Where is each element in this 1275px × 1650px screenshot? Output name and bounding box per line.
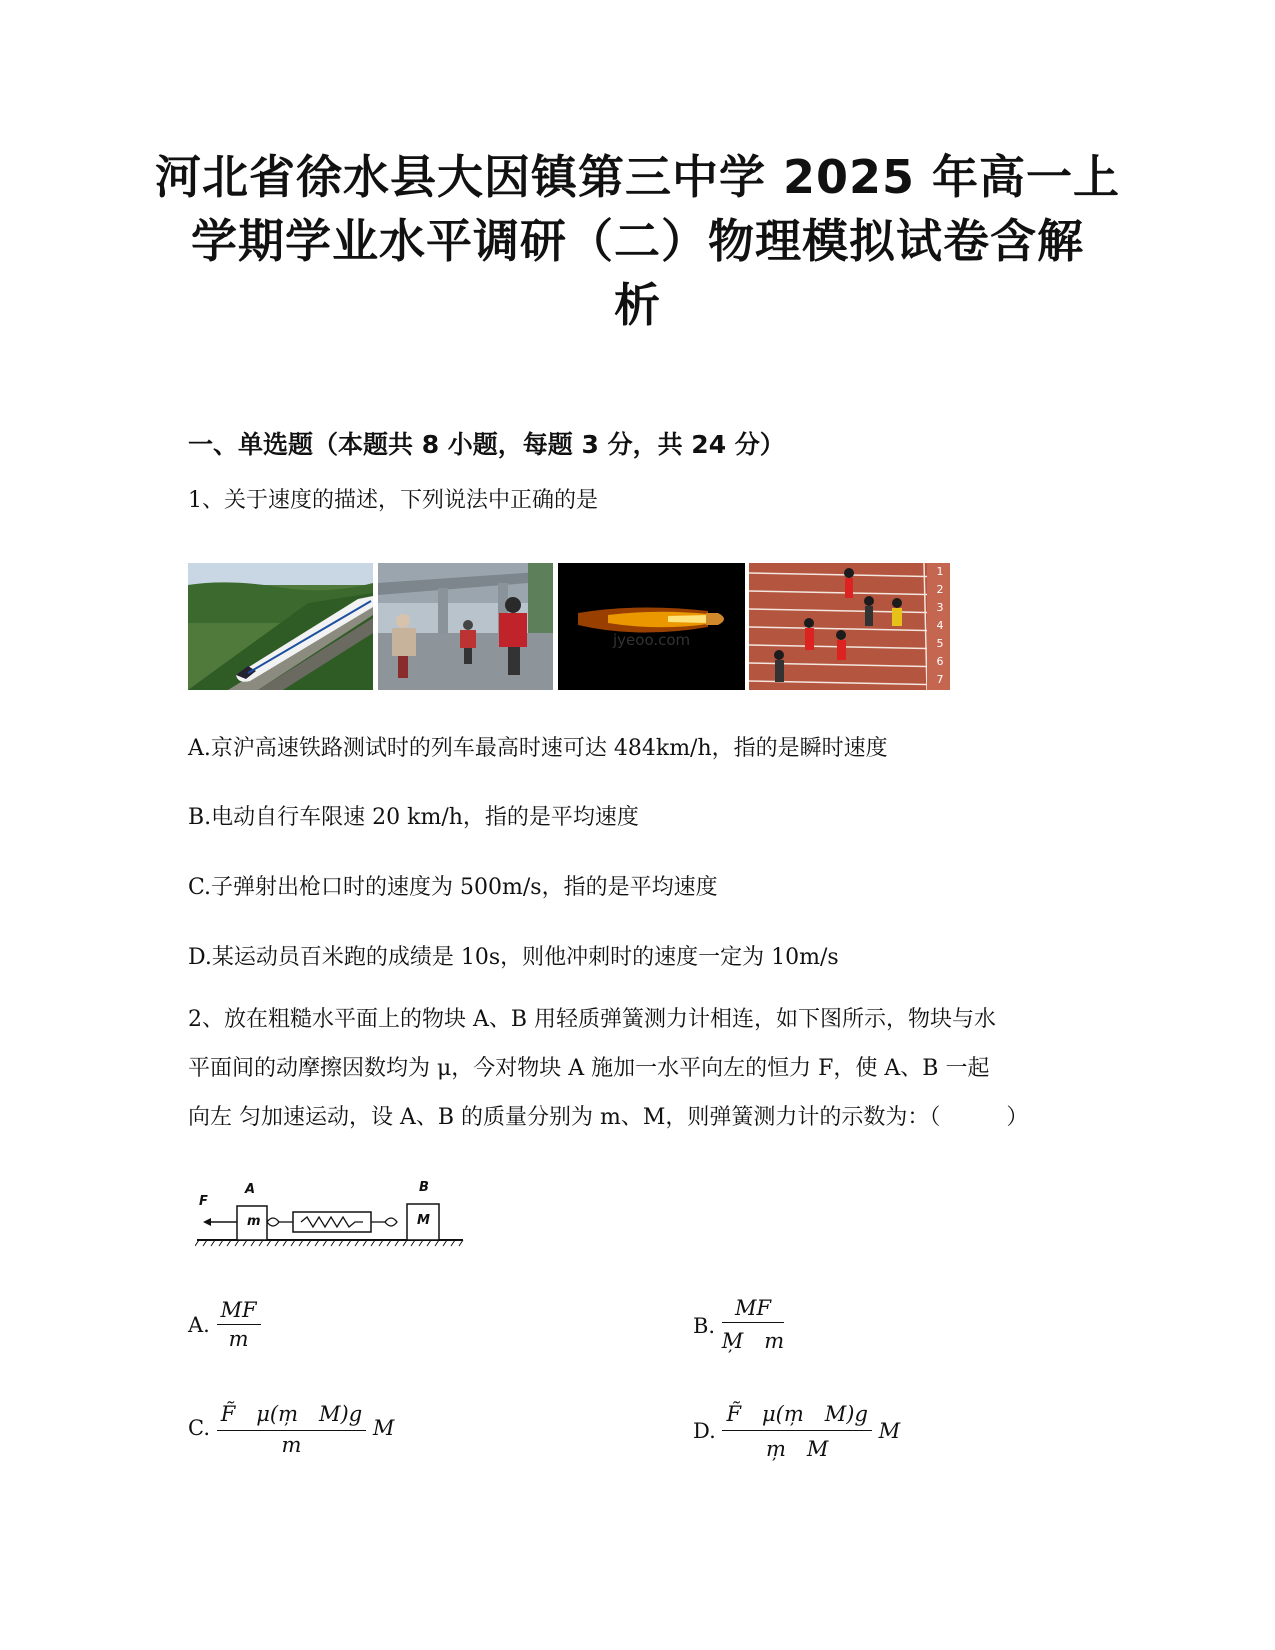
bullet-photo xyxy=(558,563,745,690)
fraction-denominator: m̦ M xyxy=(765,1437,829,1461)
fraction-numerator: MF xyxy=(722,1296,784,1323)
block-a-label: A xyxy=(245,1182,256,1197)
question-1-stem: 1、关于速度的描述，下列说法中正确的是 xyxy=(188,488,598,513)
lane-number: 4 xyxy=(936,619,944,632)
option-c-tail: M xyxy=(372,1415,395,1440)
option-a-label: A. xyxy=(188,1312,210,1337)
fraction-numerator: MF xyxy=(217,1298,261,1325)
force-label: F xyxy=(199,1194,208,1209)
block-b-mass: M xyxy=(417,1213,430,1228)
spring-figure xyxy=(195,1180,465,1250)
fraction-denominator: m xyxy=(281,1433,302,1457)
option-d-tail: M xyxy=(878,1418,901,1443)
lane-numbers xyxy=(931,563,949,689)
fraction-denominator: M̦ m xyxy=(721,1329,785,1353)
q1-option-b: B.电动自行车限速 20 km/h，指的是平均速度 xyxy=(188,805,639,830)
option-a-fraction xyxy=(217,1298,261,1351)
q1-option-d: D.某运动员百米跑的成绩是 10s，则他冲刺时的速度一定为 10m/s xyxy=(188,945,839,970)
option-c-label: C. xyxy=(188,1415,210,1440)
q1-option-c: C.子弹射出枪口时的速度为 500m/s，指的是平均速度 xyxy=(188,875,718,900)
sprint-photo xyxy=(749,563,950,690)
fraction-numerator: F̃ μ(m̦ M)g xyxy=(217,1398,366,1431)
q2-option-b xyxy=(693,1296,784,1355)
lane-number: 7 xyxy=(936,673,944,686)
option-b-fraction xyxy=(722,1296,784,1355)
option-c-fraction xyxy=(217,1398,366,1457)
lane-number: 2 xyxy=(936,583,944,596)
q1-option-a: A.京沪高速铁路测试时的列车最高时速可达 484km/h，指的是瞬时速度 xyxy=(188,736,888,761)
q2-line-1: 2、放在粗糙水平面上的物块 A、B 用轻质弹簧测力计相连，如下图所示，物块与水 xyxy=(188,1007,997,1032)
q2-option-c xyxy=(188,1398,394,1457)
watermark-text: jyeoo.com xyxy=(613,631,691,649)
title-line-2: 学期学业水平调研（二）物理模拟试卷含解 xyxy=(191,214,1084,268)
fraction-numerator: F̃ μ(m̦ M)g xyxy=(722,1398,871,1431)
scooters-photo xyxy=(378,563,553,690)
q2-line-3: 向左 匀加速运动，设 A、B 的质量分别为 m、M，则弹簧测力计的示数为：（ ） xyxy=(188,1105,1029,1130)
document-title xyxy=(150,145,1125,337)
block-a-mass: m xyxy=(247,1214,261,1229)
lane-number: 6 xyxy=(936,655,944,668)
question-2-stem xyxy=(188,995,1088,1142)
block-b-label: B xyxy=(419,1180,429,1195)
q2-option-d xyxy=(693,1398,900,1463)
option-d-label: D. xyxy=(693,1418,716,1443)
option-d-fraction xyxy=(722,1398,871,1463)
q2-line-2: 平面间的动摩擦因数均为 μ，今对物块 A 施加一水平向左的恒力 F，使 A、B 一起 xyxy=(188,1056,990,1081)
section-heading: 一、单选题（本题共 8 小题，每题 3 分，共 24 分） xyxy=(188,430,785,459)
option-b-label: B. xyxy=(693,1313,716,1338)
lane-number: 3 xyxy=(936,601,944,614)
q2-option-a xyxy=(188,1298,261,1351)
lane-number: 1 xyxy=(936,565,944,578)
lane-number: 5 xyxy=(936,637,944,650)
title-line-1: 河北省徐水县大因镇第三中学 2025 年高一上 xyxy=(154,150,1121,204)
title-line-3: 析 xyxy=(614,278,661,332)
fraction-denominator: m xyxy=(228,1327,249,1351)
train-photo xyxy=(188,563,373,690)
